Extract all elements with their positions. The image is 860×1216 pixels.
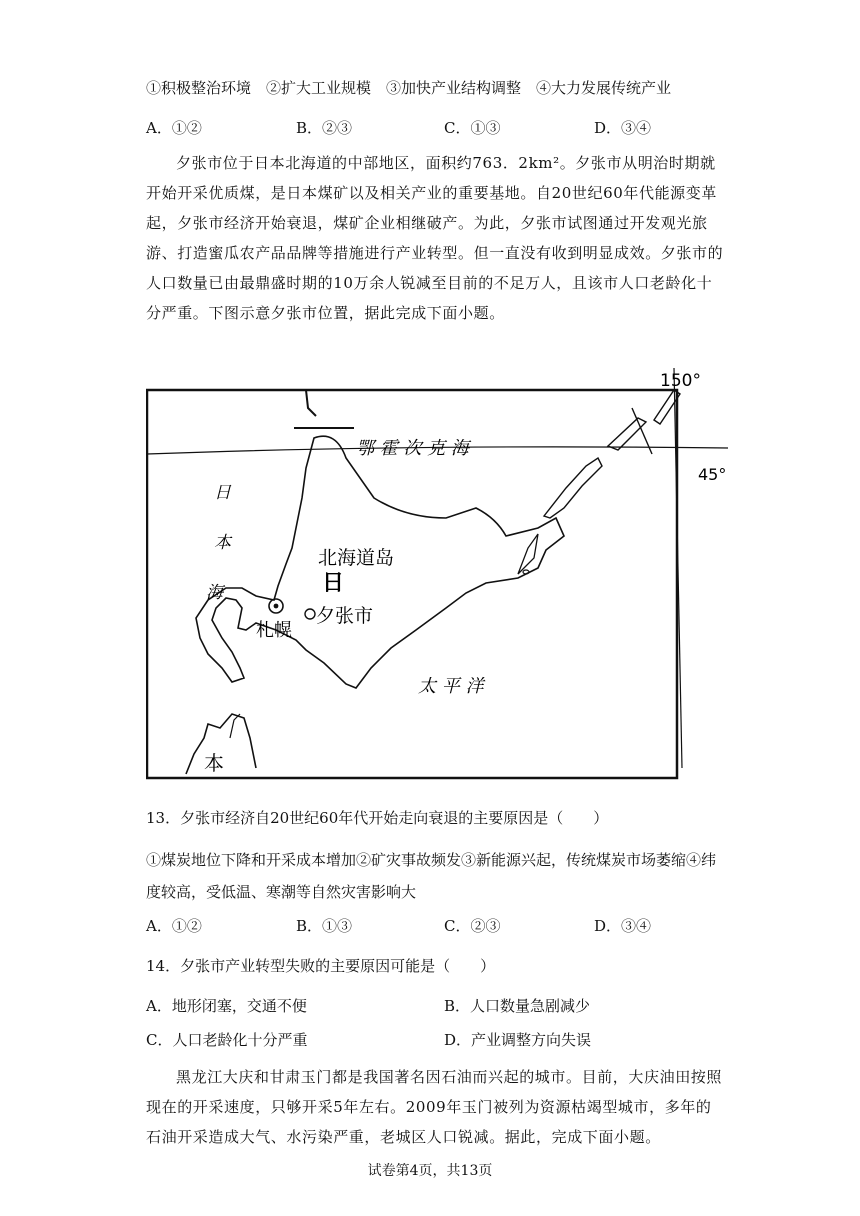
q13-option-d: D．③④: [594, 917, 652, 935]
q12-option-d: D．③④: [594, 119, 652, 137]
okhotsk-sea-label: 鄂 霍 次 克 海: [356, 438, 469, 459]
yubari-label: 夕张市: [316, 605, 374, 627]
q14-option-d: D．产业调整方向失误: [444, 1031, 592, 1049]
q12-option-c: C．①③: [444, 119, 501, 137]
q13-statements-1: ①煤炭地位下降和开采成本增加②矿灾事故频发③新能源兴起，传统煤炭市场萎缩④纬: [146, 851, 717, 869]
passage-oil-cities: 黑龙江大庆和甘肃玉门都是我国著名因石油而兴起的城市。目前，大庆油田按照现在的开采速度，只够开采5年左右。2009年玉门被列为资源枯竭型城市，多年的石油开采造成大气、水污染严重，老城区人口锐减。据此，完成下面小题。: [146, 1068, 723, 1146]
latitude-label: 45°: [698, 465, 727, 484]
q13-option-a: A．①②: [146, 917, 202, 935]
page-footer: 试卷第4页，共13页: [367, 1163, 493, 1179]
q12-option-b: B．②③: [296, 119, 353, 137]
japan-ben-label: 本: [204, 751, 224, 775]
q13-statements-2: 度较高，受低温、寒潮等自然灾害影响大: [146, 883, 417, 901]
longitude-label: 150°: [660, 371, 701, 391]
q14-option-b: B．人口数量急剧减少: [444, 997, 591, 1015]
q13-option-b: B．①③: [296, 917, 353, 935]
sapporo-label: 札幌: [256, 620, 292, 641]
japan-sea-label-1: 日: [214, 483, 231, 503]
q13-stem: 13．夕张市经济自20世纪60年代开始走向衰退的主要原因是（ ）: [146, 809, 609, 827]
q13-option-c: C．②③: [444, 917, 501, 935]
passage-yubari: 夕张市位于日本北海道的中部地区，面积约763．2km²。夕张市从明治时期就开始开采优质煤，是日本煤矿以及相关产业的重要基地。自20世纪60年代能源变革起，夕张市经济开始衰退，煤矿企业相继破产。为此，夕张市试图通过开发观光旅游、打造蜜瓜农产品品牌等措施进行产业转型。但一直没有收到明显成效。夕张市的人口数量已由最鼎盛时期的10万余人锐减至目前的不足万人，且该市人口老龄化十分严重。下图示意夕张市位置，据此完成下面小题。: [146, 154, 724, 322]
sapporo-marker-dot: [274, 604, 279, 609]
japan-ri-label: 日: [322, 571, 345, 596]
hokkaido-label: 北海道岛: [318, 547, 395, 569]
q14-stem: 14．夕张市产业转型失败的主要原因可能是（ ）: [146, 957, 496, 975]
hokkaido-location-map: [146, 368, 728, 780]
q12-statements: ①积极整治环境 ②扩大工业规模 ③加快产业结构调整 ④大力发展传统产业: [146, 79, 672, 97]
q12-option-a: A．①②: [146, 119, 202, 137]
q14-option-c: C．人口老龄化十分严重: [146, 1031, 308, 1049]
japan-sea-label-3: 海: [206, 583, 223, 603]
q14-option-a: A．地形闭塞，交通不便: [146, 997, 307, 1015]
pacific-label: 太 平 洋: [418, 676, 484, 697]
yubari-marker: [305, 609, 315, 619]
japan-sea-label-2: 本: [214, 533, 231, 553]
